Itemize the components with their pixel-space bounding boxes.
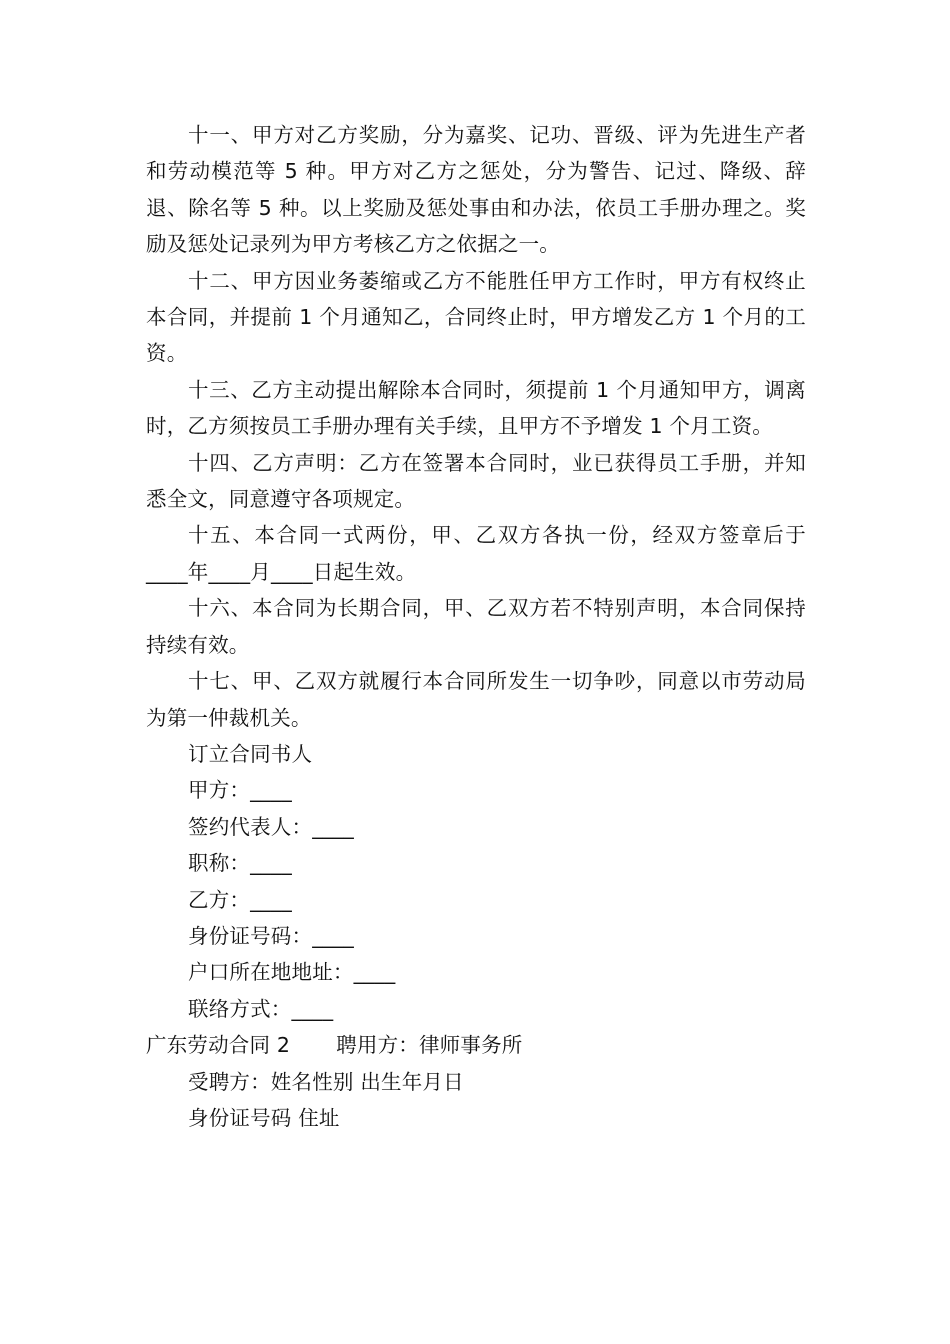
employee-line: 受聘方：姓名性别 出生年月日 [188, 1069, 464, 1094]
clause-11: 十一、甲方对乙方奖励，分为嘉奖、记功、晋级、评为先进生产者和劳动模范等 5 种。甲方对乙方之惩处，分为警告、记过、降级、辞退、除名等 5 种。以上奖励及惩处事由和办法，依员工手册办理之。奖励及惩处记录列为甲方考核乙方之依据之一。 [146, 123, 806, 257]
document-body [146, 117, 806, 1136]
job-title-line: 职称：____ [188, 851, 292, 876]
next-contract-line [146, 1027, 806, 1063]
clause-12: 十二、甲方因业务萎缩或乙方不能胜任甲方工作时，甲方有权终止本合同，并提前 1 个月通知乙，合同终止时，甲方增发乙方 1 个月的工资。 [146, 268, 806, 366]
clause-17: 十七、甲、乙双方就履行本合同所发生一切争吵，同意以市劳动局为第一仲裁机关。 [146, 669, 806, 730]
clause-15: 十五、本合同一式两份，甲、乙双方各执一份，经双方签章后于____年____月____日起生效。 [146, 523, 806, 584]
party-b-line: 乙方：____ [188, 887, 292, 912]
party-a-line: 甲方：____ [188, 778, 292, 803]
household-address-line: 户口所在地地址：____ [188, 960, 396, 985]
id-address-line: 身份证号码 住址 [188, 1105, 340, 1130]
clause-14: 十四、乙方声明：乙方在签署本合同时，业已获得员工手册，并知悉全文，同意遵守各项规定。 [146, 450, 806, 512]
employer-line: 聘用方：律师事务所 [336, 1033, 523, 1058]
next-contract-heading: 广东劳动合同 2 [146, 1033, 291, 1058]
clause-13: 十三、乙方主动提出解除本合同时，须提前 1 个月通知甲方，调离时，乙方须按员工手册办理有关手续，且甲方不予增发 1 个月工资。 [146, 377, 806, 439]
signing-representative-line: 签约代表人：____ [188, 814, 354, 839]
clause-16: 十六、本合同为长期合同，甲、乙双方若不特别声明，本合同保持持续有效。 [146, 596, 806, 657]
signature-heading: 订立合同书人 [188, 741, 313, 766]
id-number-line: 身份证号码：____ [188, 923, 354, 948]
contact-line: 联络方式：____ [188, 996, 334, 1021]
